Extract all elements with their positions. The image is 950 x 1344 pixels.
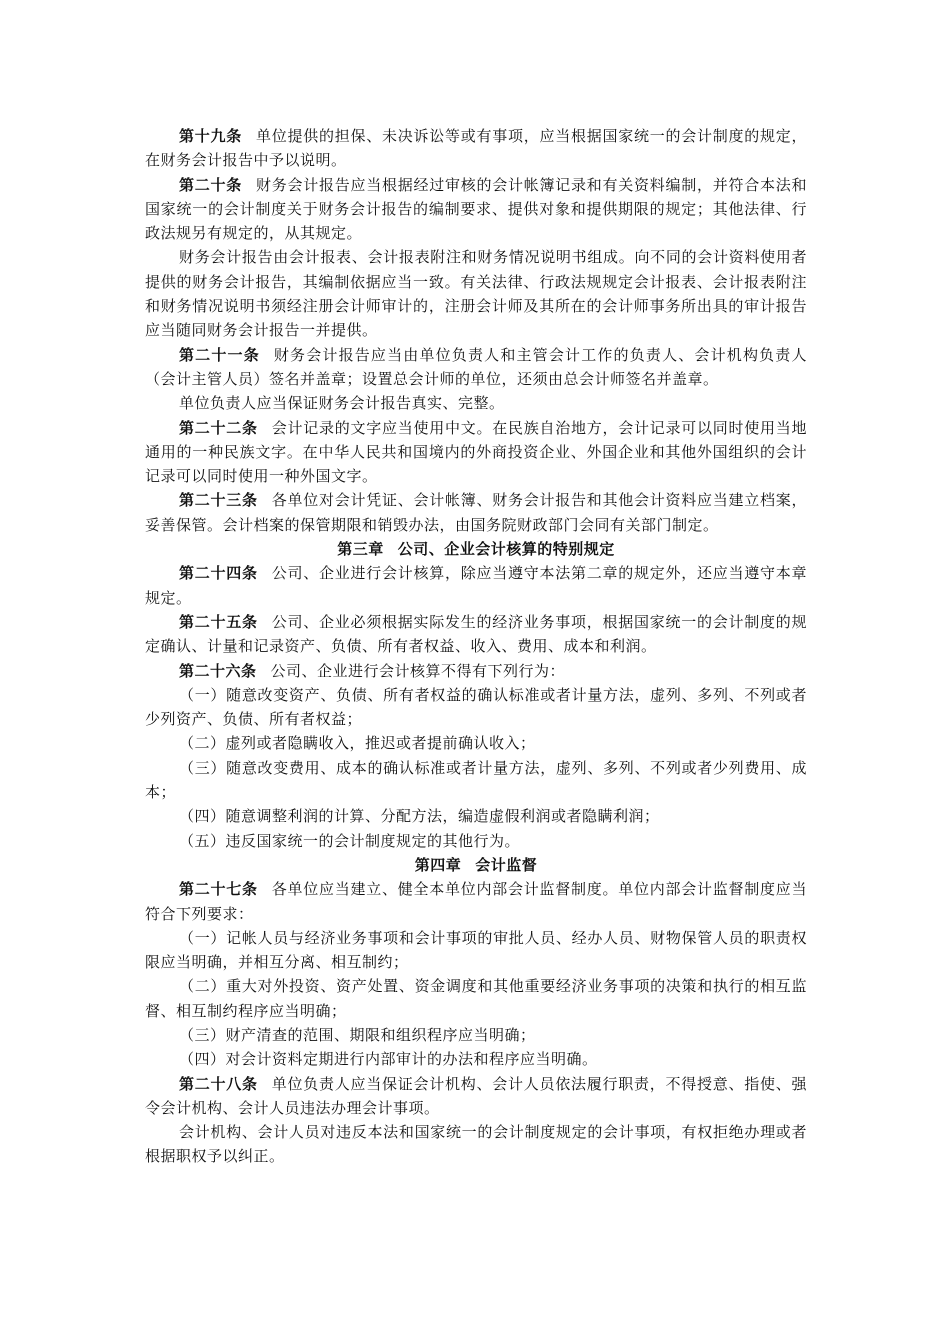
paragraph-text: （一）随意改变资产、负债、所有者权益的确认标准或者计量方法，虚列、多列、不列或者少列资产、负债、所有者权益； <box>145 685 807 729</box>
articles-section-2 <box>145 561 807 853</box>
paragraph <box>145 343 807 392</box>
paragraph-text: 财务会计报告应当根据经过审核的会计帐簿记录和有关资料编制，并符合本法和国家统一的会计制度关于财务会计报告的编制要求、提供对象和提供期限的规定；其他法律、行政法规另有规定的，从其规定。 <box>145 175 807 243</box>
chapter-title: 会计监督 <box>475 855 538 874</box>
paragraph-text: 财务会计报告应当由单位负责人和主管会计工作的负责人、会计机构负责人（会计主管人员）签名并盖章；设置总会计师的单位，还须由总会计师签名并盖章。 <box>145 345 807 388</box>
article-label: 第二十一条 <box>179 345 260 364</box>
article-label: 第二十八条 <box>179 1074 258 1093</box>
article-label: 第二十七条 <box>179 880 258 899</box>
article-label: 第二十三条 <box>179 491 258 510</box>
paragraph <box>145 877 807 926</box>
paragraph <box>145 416 807 489</box>
paragraph <box>145 1023 807 1047</box>
paragraph-text: （四）随意调整利润的计算、分配方法，编造虚假利润或者隐瞒利润； <box>179 807 660 826</box>
paragraph <box>145 561 807 610</box>
paragraph <box>145 1120 807 1169</box>
paragraph-text: 公司、企业进行会计核算，除应当遵守本法第二章的规定外，还应当遵守本章规定。 <box>145 564 807 607</box>
chapter-number: 第三章 <box>337 540 384 559</box>
chapter-heading-4 <box>145 853 807 877</box>
paragraph <box>145 610 807 659</box>
document-page <box>145 124 807 1169</box>
paragraph-text: 各单位应当建立、健全本单位内部会计监督制度。单位内部会计监督制度应当符合下列要求： <box>145 880 807 923</box>
paragraph <box>145 731 807 755</box>
article-label: 第二十条 <box>179 175 242 194</box>
article-label: 第二十五条 <box>179 612 258 631</box>
paragraph-text: 单位负责人应当保证会计机构、会计人员依法履行职责，不得授意、指使、强令会计机构、会计人员违法办理会计事项。 <box>145 1074 807 1117</box>
article-label: 第十九条 <box>179 127 242 145</box>
paragraph <box>145 756 807 805</box>
paragraph-text: （三）随意改变费用、成本的确认标准或者计量方法，虚列、多列、不列或者少列费用、成本； <box>145 758 807 802</box>
paragraph-text: （五）违反国家统一的会计制度规定的其他行为。 <box>179 831 521 850</box>
paragraph-text: （一）记帐人员与经济业务事项和会计事项的审批人员、经办人员、财物保管人员的职责权限应当明确，并相互分离、相互制约； <box>145 928 807 972</box>
paragraph <box>145 683 807 732</box>
paragraph <box>145 974 807 1023</box>
paragraph-text: 单位提供的担保、未决诉讼等或有事项，应当根据国家统一的会计制度的规定，在财务会计报告中予以说明。 <box>145 127 807 170</box>
paragraph <box>145 124 807 173</box>
paragraph-text: 公司、企业必须根据实际发生的经济业务事项，根据国家统一的会计制度的规定确认、计量和记录资产、负债、所有者权益、收入、费用、成本和利润。 <box>145 612 807 656</box>
paragraph <box>145 173 807 246</box>
articles-section-1 <box>145 124 807 537</box>
chapter-heading-3 <box>145 537 807 561</box>
paragraph <box>145 488 807 537</box>
paragraph-text: 各单位对会计凭证、会计帐簿、财务会计报告和其他会计资料应当建立档案，妥善保管。会计档案的保管期限和销毁办法，由国务院财政部门会同有关部门制定。 <box>145 491 807 534</box>
article-label: 第二十四条 <box>179 564 258 583</box>
paragraph-text: 会计机构、会计人员对违反本法和国家统一的会计制度规定的会计事项，有权拒绝办理或者根据职权予以纠正。 <box>145 1123 807 1166</box>
chapter-number: 第四章 <box>414 855 462 874</box>
paragraph <box>145 1047 807 1071</box>
paragraph-text: （四）对会计资料定期进行内部审计的办法和程序应当明确。 <box>179 1050 598 1069</box>
paragraph-text: （二）重大对外投资、资产处置、资金调度和其他重要经济业务事项的决策和执行的相互监督、相互制约程序应当明确； <box>145 977 807 1020</box>
paragraph-text: 公司、企业进行会计核算不得有下列行为： <box>270 661 566 680</box>
paragraph <box>145 391 807 415</box>
paragraph <box>145 829 807 853</box>
article-label: 第二十二条 <box>179 418 258 437</box>
paragraph-text: （二）虚列或者隐瞒收入，推迟或者提前确认收入； <box>179 734 536 753</box>
paragraph-text: （三）财产清查的范围、期限和组织程序应当明确； <box>179 1025 536 1044</box>
articles-section-3 <box>145 877 807 1169</box>
article-label: 第二十六条 <box>179 661 257 680</box>
paragraph <box>145 1072 807 1121</box>
paragraph <box>145 926 807 975</box>
paragraph-text: 单位负责人应当保证财务会计报告真实、完整。 <box>179 394 505 413</box>
chapter-title: 公司、企业会计核算的特别规定 <box>397 540 615 559</box>
paragraph <box>145 804 807 828</box>
paragraph-text: 财务会计报告由会计报表、会计报表附注和财务情况说明书组成。向不同的会计资料使用者提供的财务会计报告，其编制依据应当一致。有关法律、行政法规规定会计报表、会计报表附注和财务情况说明书须经注册会计师审计的，注册会计师及其所在的会计师事务所出具的审计报告应当随同财务会计报告一并提供。 <box>145 248 807 340</box>
paragraph <box>145 245 807 342</box>
paragraph <box>145 659 807 683</box>
paragraph-text: 会计记录的文字应当使用中文。在民族自治地方，会计记录可以同时使用当地通用的一种民族文字。在中华人民共和国境内的外商投资企业、外国企业和其他外国组织的会计记录可以同时使用一种外国文字。 <box>145 418 807 486</box>
